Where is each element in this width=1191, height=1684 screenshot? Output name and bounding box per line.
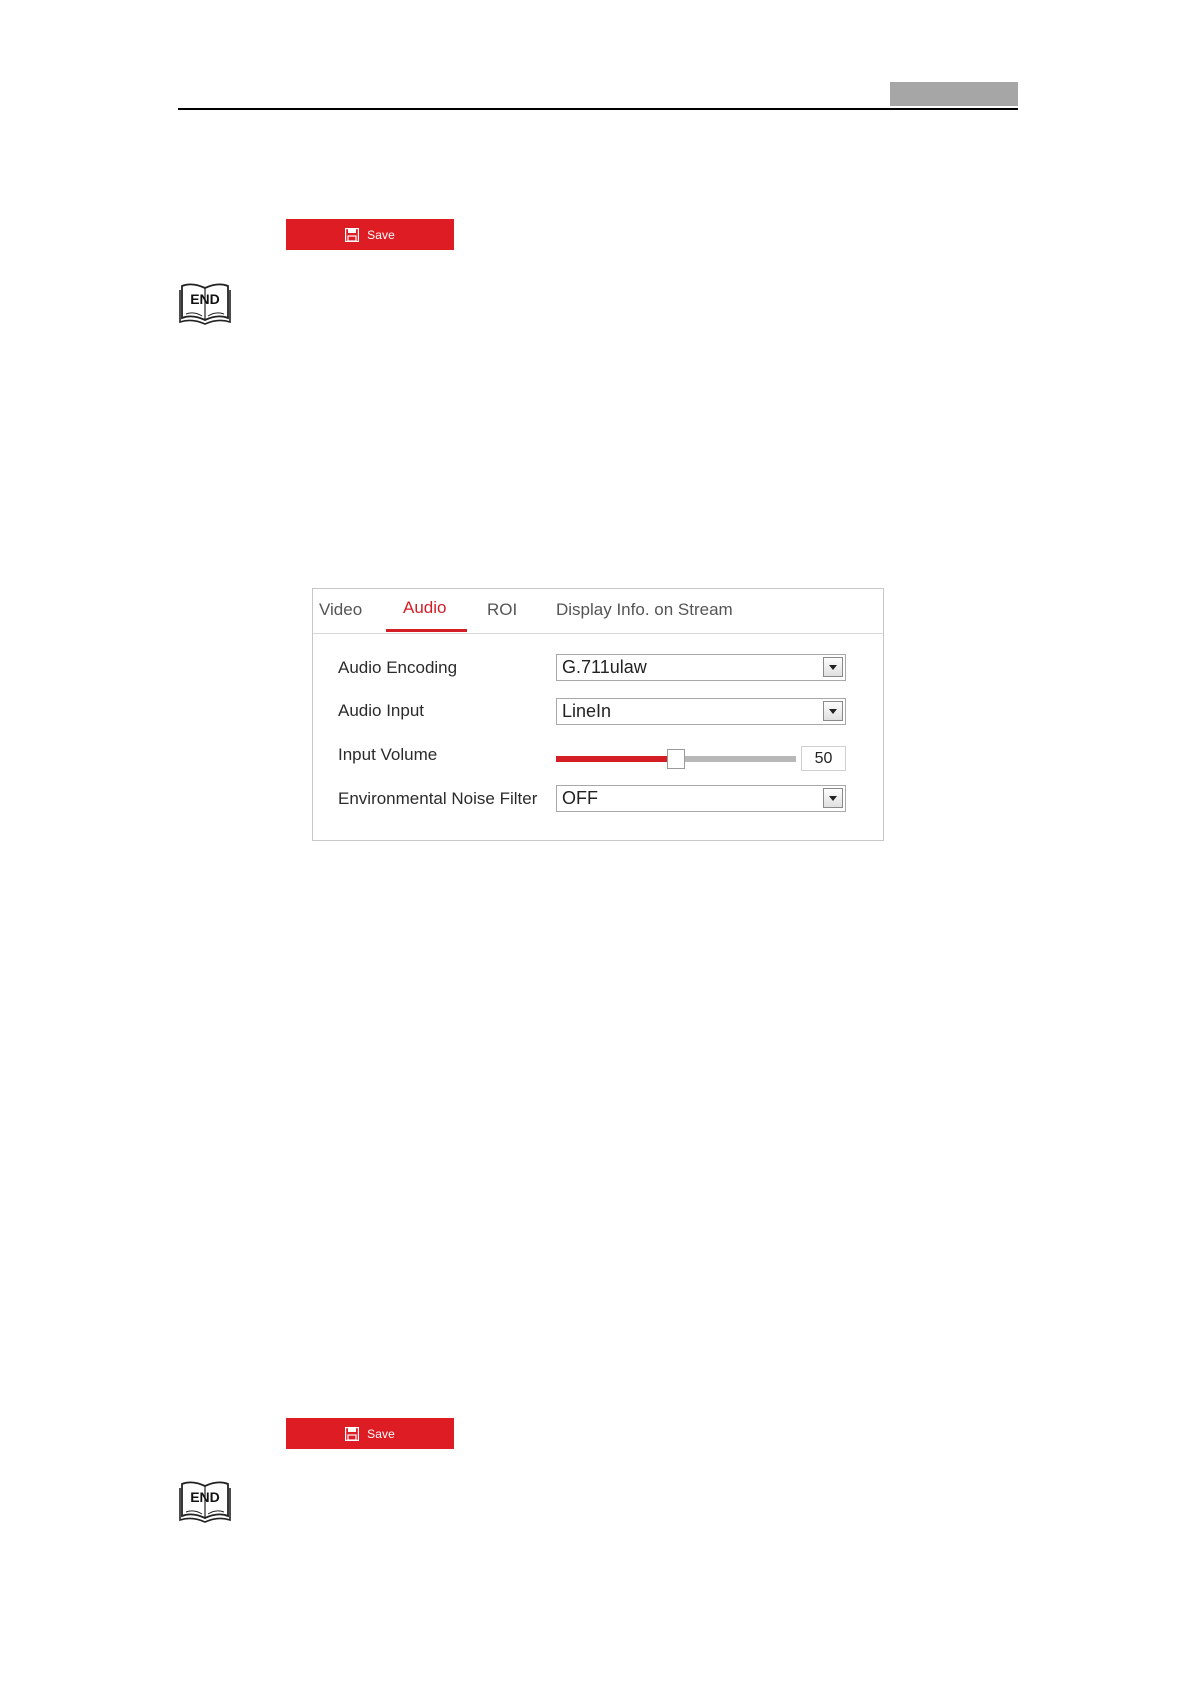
- header-rule: [178, 108, 1018, 110]
- active-tab-indicator: [386, 629, 467, 632]
- audio-encoding-value: G.711ulaw: [562, 657, 647, 677]
- slider-fill: [556, 756, 676, 762]
- audio-input-select[interactable]: [556, 698, 846, 725]
- save-button[interactable]: [286, 219, 454, 250]
- end-book-icon: [178, 1478, 232, 1524]
- audio-encoding-label: Audio Encoding: [338, 658, 458, 677]
- save-button[interactable]: [286, 1418, 454, 1449]
- chevron-down-icon[interactable]: [823, 657, 843, 677]
- save-icon: [345, 228, 359, 242]
- input-volume-value[interactable]: 50: [801, 746, 846, 771]
- noise-filter-value: OFF: [562, 788, 598, 808]
- audio-settings-panel: [312, 588, 884, 841]
- tab-display-info[interactable]: Display Info. on Stream: [556, 600, 733, 619]
- tab-video[interactable]: Video: [319, 600, 363, 619]
- tab-roi[interactable]: ROI: [487, 600, 518, 619]
- noise-filter-select[interactable]: [556, 785, 846, 812]
- header-gray-box: [890, 82, 1018, 106]
- chevron-down-icon[interactable]: [823, 788, 843, 808]
- end-icon-text: END: [190, 291, 220, 307]
- input-volume-slider[interactable]: [556, 749, 796, 769]
- end-icon-text: END: [190, 1489, 220, 1505]
- tab-audio[interactable]: Audio: [403, 598, 447, 617]
- input-volume-label: Input Volume: [338, 745, 438, 764]
- save-button-label: Save: [367, 227, 395, 242]
- settings-tabs: [313, 589, 883, 634]
- save-icon: [345, 1427, 359, 1441]
- noise-filter-label: Environmental Noise Filter: [338, 789, 538, 808]
- slider-thumb[interactable]: [667, 749, 685, 769]
- end-book-icon: [178, 280, 232, 326]
- chevron-down-icon[interactable]: [823, 701, 843, 721]
- audio-encoding-select[interactable]: [556, 654, 846, 681]
- save-button-label: Save: [367, 1426, 395, 1441]
- audio-input-value: LineIn: [562, 701, 612, 721]
- audio-input-label: Audio Input: [338, 701, 425, 720]
